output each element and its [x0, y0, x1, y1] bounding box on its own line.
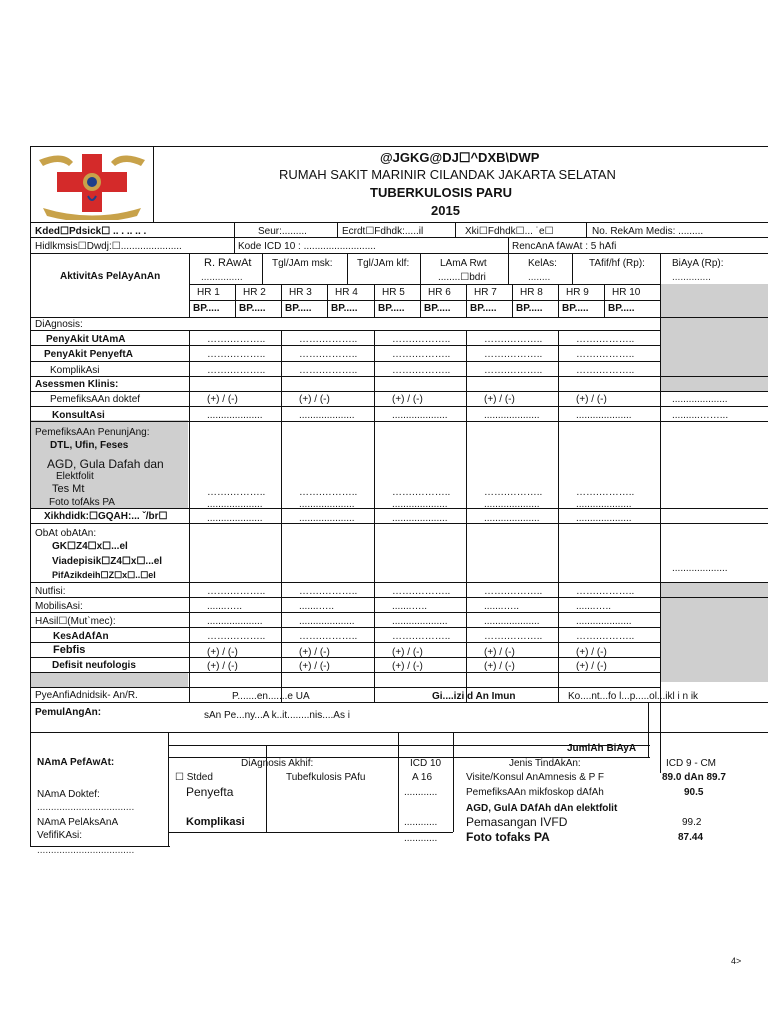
dotted-cell: …….………..	[207, 631, 266, 642]
komplikasi-footer-label: Komplikasi	[186, 816, 245, 828]
plus-minus-mark: (+) / (-)	[299, 647, 330, 658]
obat-2-label: Viadepisik☐Z4☐x☐...el	[52, 556, 163, 567]
plus-minus-mark: (+) / (-)	[392, 661, 423, 672]
dotted-cell: ....................	[484, 499, 540, 510]
plus-minus-mark: (+) / (-)	[484, 394, 515, 405]
bp-cell: BP.....	[193, 303, 220, 314]
dotted-cell: ....................	[576, 499, 632, 510]
dotted-cell: …….………..	[576, 586, 635, 597]
dotted-cell: …….………..	[392, 631, 451, 642]
pyeanfi-label: PyeAnfiAdnidsik- An/R.	[35, 690, 138, 701]
dotted-cell: …….………..	[576, 365, 635, 376]
penunjang-label: PemefiksAAn PenunjAng:	[35, 427, 150, 438]
day-header: HR 3	[289, 287, 312, 298]
medical-record-number: No. RekAm Medis: .........	[592, 226, 704, 237]
dotted-cell: …….………..	[392, 487, 451, 498]
bp-cell: BP.....	[285, 303, 312, 314]
dotted-cell: ....................	[672, 394, 728, 405]
nama-dokter-label: NAmA Doktef:	[37, 789, 100, 800]
rawat-label: R. RAwAt	[204, 257, 252, 269]
dotted-cell: ....................	[672, 563, 728, 574]
verifikasi-label: VefifiKAsi:	[37, 830, 83, 841]
biaya-label: BiAyA (Rp):	[672, 258, 724, 269]
plus-minus-mark: (+) / (-)	[392, 647, 423, 658]
plus-minus-mark: (+) / (-)	[576, 661, 607, 672]
dotted-cell: ....................	[299, 513, 355, 524]
komplikasi-code: ............	[404, 817, 438, 828]
day-divider	[235, 284, 236, 317]
dotted-cell: …….………..	[484, 586, 543, 597]
dotted-cell: ....................	[392, 499, 448, 510]
pyeanfi-gizi: Gi....izi d An Imun	[432, 691, 516, 702]
day-header: HR 4	[335, 287, 358, 298]
dotted-cell: ....................	[576, 410, 632, 421]
day-header: HR 5	[382, 287, 405, 298]
plus-minus-mark: (+) / (-)	[299, 394, 330, 405]
dotted-cell: ....................	[299, 616, 355, 627]
dotted-cell: …….………..	[299, 349, 358, 360]
tindakan-3: AGD, GulA DAfAh dAn elektfolit	[466, 803, 618, 814]
dotted-cell: …….………..	[392, 365, 451, 376]
icd10-header: ICD 10	[410, 758, 442, 769]
bp-cell: BP.....	[562, 303, 589, 314]
bp-cell: BP.....	[424, 303, 451, 314]
day-divider	[660, 284, 661, 317]
plus-minus-mark: (+) / (-)	[576, 647, 607, 658]
kelas-dots: ........	[528, 272, 551, 283]
day-divider	[327, 284, 328, 317]
day-divider	[604, 284, 605, 317]
tes-mt-label: Tes Mt	[52, 483, 85, 495]
id-seur: Seur:.........	[258, 226, 307, 237]
plus-minus-mark: (+) / (-)	[207, 394, 238, 405]
bp-cell: BP.....	[239, 303, 266, 314]
pyeanfi-mid: P.......en.......e UA	[232, 691, 310, 702]
dotted-cell: ....................	[392, 616, 448, 627]
form-year: 2015	[431, 203, 460, 218]
tindakan-2: PemefiksAAn mikfoskop dAfAh	[466, 787, 604, 798]
plus-minus-mark: (+) / (-)	[207, 661, 238, 672]
lama-rawat-label: LAmA Rwt	[440, 258, 487, 269]
dotted-cell: ....................	[392, 513, 448, 524]
id-xki: Xki☐Fdhdk☐... ˙e☐	[465, 226, 554, 237]
dotted-cell: ..........……...	[672, 410, 729, 421]
penyerta-label: Penyefta	[186, 785, 234, 799]
plus-minus-mark: (+) / (-)	[299, 661, 330, 672]
dotted-cell: …….………..	[484, 334, 543, 345]
tgl-keluar-label: Tgl/JAm klf:	[357, 258, 410, 269]
pemulangan-label: PemulAngAn:	[35, 707, 102, 718]
id-hidlk: Hidlkmsis☐Dwdj:☐......................	[35, 241, 182, 252]
dotted-cell: …….………..	[576, 631, 635, 642]
id-ecrdt: Ecrdt☐Fdhdk:.....il	[342, 226, 424, 237]
jumlah-biaya-label: JumlAh BiAyA	[567, 743, 637, 754]
dokter-dots: ...................................	[37, 802, 135, 813]
day-divider	[374, 284, 375, 317]
pyeanfi-kontrol: Ko....nt...fo l...p.....ol...ikl i n ik	[568, 691, 699, 702]
form-title: TUBERKULOSIS PARU	[370, 185, 513, 200]
page-number: 4>	[731, 956, 742, 966]
dotted-cell: ....................	[207, 410, 263, 421]
foto-label: Foto tofAks PA	[49, 497, 115, 508]
diagnosis-utama-code: A 16	[412, 772, 433, 783]
dotted-cell: ....................	[299, 410, 355, 421]
diagnosis-utama-value: Tubefkulosis PAfu	[286, 772, 366, 783]
dotted-cell: ....................	[576, 513, 632, 524]
mobilisasi-label: MobilisAsi:	[35, 601, 83, 612]
plus-minus-mark: (+) / (-)	[392, 394, 423, 405]
dotted-cell: …….………..	[484, 631, 543, 642]
bp-cell: BP.....	[608, 303, 635, 314]
tindakan-5-dots: ............	[404, 833, 438, 844]
hospital-logo-icon	[33, 148, 151, 220]
day-divider	[466, 284, 467, 317]
diagnosis-utama-label: ☐ Stded	[175, 772, 213, 783]
dotted-cell: .......…..	[299, 601, 335, 612]
dotted-cell: …….………..	[299, 487, 358, 498]
obat-label: ObAt obAtAn:	[35, 528, 97, 539]
xikhdidk-label: Xikhdidk:☐GQAH:... ˇ/br☐	[44, 511, 168, 522]
pemeriksaan-dokter-label: PemefiksAAn doktef	[50, 394, 141, 405]
nama-pelaksana-label: NAmA PelAksAnA	[37, 817, 119, 828]
dotted-cell: ....................	[484, 616, 540, 627]
dotted-cell: ....................	[299, 499, 355, 510]
day-header: HR 9	[566, 287, 589, 298]
day-header: HR 8	[520, 287, 543, 298]
tindakan-1: Visite/Konsul AnAmnesis & P F	[466, 772, 605, 783]
day-header: HR 10	[612, 287, 641, 298]
biaya-dots: ..............	[672, 272, 711, 283]
obat-3-label: PifAzikdeih☐Z☐x☐..☐el	[52, 570, 156, 580]
dotted-cell: …….………..	[207, 349, 266, 360]
bp-cell: BP.....	[470, 303, 497, 314]
bp-cell: BP.....	[516, 303, 543, 314]
dotted-cell: ....................	[484, 513, 540, 524]
header-code: @JGKG@DJ☐^DXB\DWP	[380, 150, 540, 165]
nutrisi-label: Nutfisi:	[35, 586, 66, 597]
dotted-cell: …….………..	[392, 334, 451, 345]
febris-label: Febfis	[53, 644, 86, 656]
dotted-cell: …….………..	[299, 334, 358, 345]
verifikasi-dots: ...................................	[37, 845, 135, 856]
dtl-label: DTL, Ufin, Feses	[50, 440, 129, 451]
day-divider	[281, 284, 282, 317]
bp-cell: BP.....	[331, 303, 358, 314]
hasil-label: HAsil☐(Mutˋmec):	[35, 616, 116, 627]
dotted-cell: ....................	[207, 499, 263, 510]
tindakan-5-code: 87.44	[678, 832, 704, 843]
day-header: HR 1	[197, 287, 220, 298]
plus-minus-mark: (+) / (-)	[484, 661, 515, 672]
dotted-cell: .......…..	[392, 601, 428, 612]
icd9-header: ICD 9 - CM	[666, 758, 716, 769]
dotted-cell: …….………..	[484, 349, 543, 360]
jenis-tindakan-label: Jenis TindAkAn:	[509, 758, 581, 769]
id-kode: Kded☐Pdsick☐ .. . .. .. .	[35, 226, 147, 237]
dotted-cell: …….………..	[299, 631, 358, 642]
dotted-cell: …….………..	[484, 365, 543, 376]
icd10-code: Kode ICD 10 : ..........................	[238, 241, 376, 252]
day-divider	[420, 284, 421, 317]
rencana-rawat: RencAnA fAwAt : 5 hAfi	[512, 241, 617, 252]
kesadaran-label: KesAdAfAn	[53, 631, 109, 642]
komplikasi-label: KomplikAsi	[50, 365, 100, 376]
tindakan-5: Foto tofaks PA	[466, 830, 550, 844]
tindakan-4: Pemasangan IVFD	[466, 815, 568, 829]
tindakan-2-code: 90.5	[684, 787, 704, 798]
lama-rawat-value: ........☐bdri	[438, 272, 486, 283]
dotted-cell: …….………..	[299, 365, 358, 376]
tarif-label: TAfif/hf (Rp):	[589, 258, 645, 269]
dotted-cell: …….………..	[484, 487, 543, 498]
aktivitas-label: AktivitAs PelAyAnAn	[60, 271, 161, 282]
dotted-cell: ....................	[207, 513, 263, 524]
dotted-cell: …….………..	[576, 349, 635, 360]
dotted-cell: …….………..	[207, 334, 266, 345]
penyakit-penyerta-label: PenyAkit PenyeftA	[44, 349, 133, 360]
kelas-label: KelAs:	[528, 258, 557, 269]
dotted-cell: …….………..	[207, 487, 266, 498]
tindakan-1-code: 89.0 dAn 89.7	[662, 772, 726, 783]
dotted-cell: …….………..	[207, 365, 266, 376]
rawat-dots: ...............	[201, 272, 243, 283]
tgl-masuk-label: Tgl/JAm msk:	[272, 258, 333, 269]
day-header: HR 2	[243, 287, 266, 298]
dotted-cell: …….………..	[576, 487, 635, 498]
elektrolit-label: Elektfolit	[56, 471, 94, 482]
diagnosis-akhir-label: DiAgnosis Akhif:	[241, 758, 314, 769]
dotted-cell: …….………..	[207, 586, 266, 597]
day-divider	[558, 284, 559, 317]
bp-cell: BP.....	[378, 303, 405, 314]
penyerta-code: ............	[404, 787, 438, 798]
dotted-cell: …….………..	[392, 586, 451, 597]
dotted-cell: ....................	[392, 410, 448, 421]
agd-label: AGD, Gula Dafah dan	[47, 457, 164, 471]
dotted-cell: …….………..	[392, 349, 451, 360]
dotted-cell: .......…..	[207, 601, 243, 612]
hospital-name: RUMAH SAKIT MARINIR CILANDAK JAKARTA SELATAN	[279, 167, 616, 182]
day-header: HR 6	[428, 287, 451, 298]
day-header: HR 7	[474, 287, 497, 298]
diagnosis-label: DiAgnosis:	[35, 319, 83, 330]
plus-minus-mark: (+) / (-)	[207, 647, 238, 658]
plus-minus-mark: (+) / (-)	[576, 394, 607, 405]
dotted-cell: .......…..	[484, 601, 520, 612]
konsultasi-label: KonsultAsi	[52, 410, 105, 421]
asesmen-label: Asessmen Klinis:	[35, 379, 119, 390]
pemulangan-text: sAn Pe...ny...A k..it........nis....As i	[204, 710, 350, 721]
day-divider	[512, 284, 513, 317]
obat-1-label: GK☐Z4☐x☐...el	[52, 541, 128, 552]
dotted-cell: ....................	[207, 616, 263, 627]
dotted-cell: .......…..	[576, 601, 612, 612]
penyakit-utama-label: PenyAkit UtAmA	[46, 334, 126, 345]
plus-minus-mark: (+) / (-)	[484, 647, 515, 658]
nama-perawat-label: NAmA PefAwAt:	[37, 757, 115, 768]
dotted-cell: …….………..	[576, 334, 635, 345]
dotted-cell: ....................	[484, 410, 540, 421]
defisit-label: Defisit neufologis	[52, 660, 136, 671]
dotted-cell: ....................	[576, 616, 632, 627]
dotted-cell: …….………..	[299, 586, 358, 597]
tindakan-4-code: 99.2	[682, 817, 702, 828]
